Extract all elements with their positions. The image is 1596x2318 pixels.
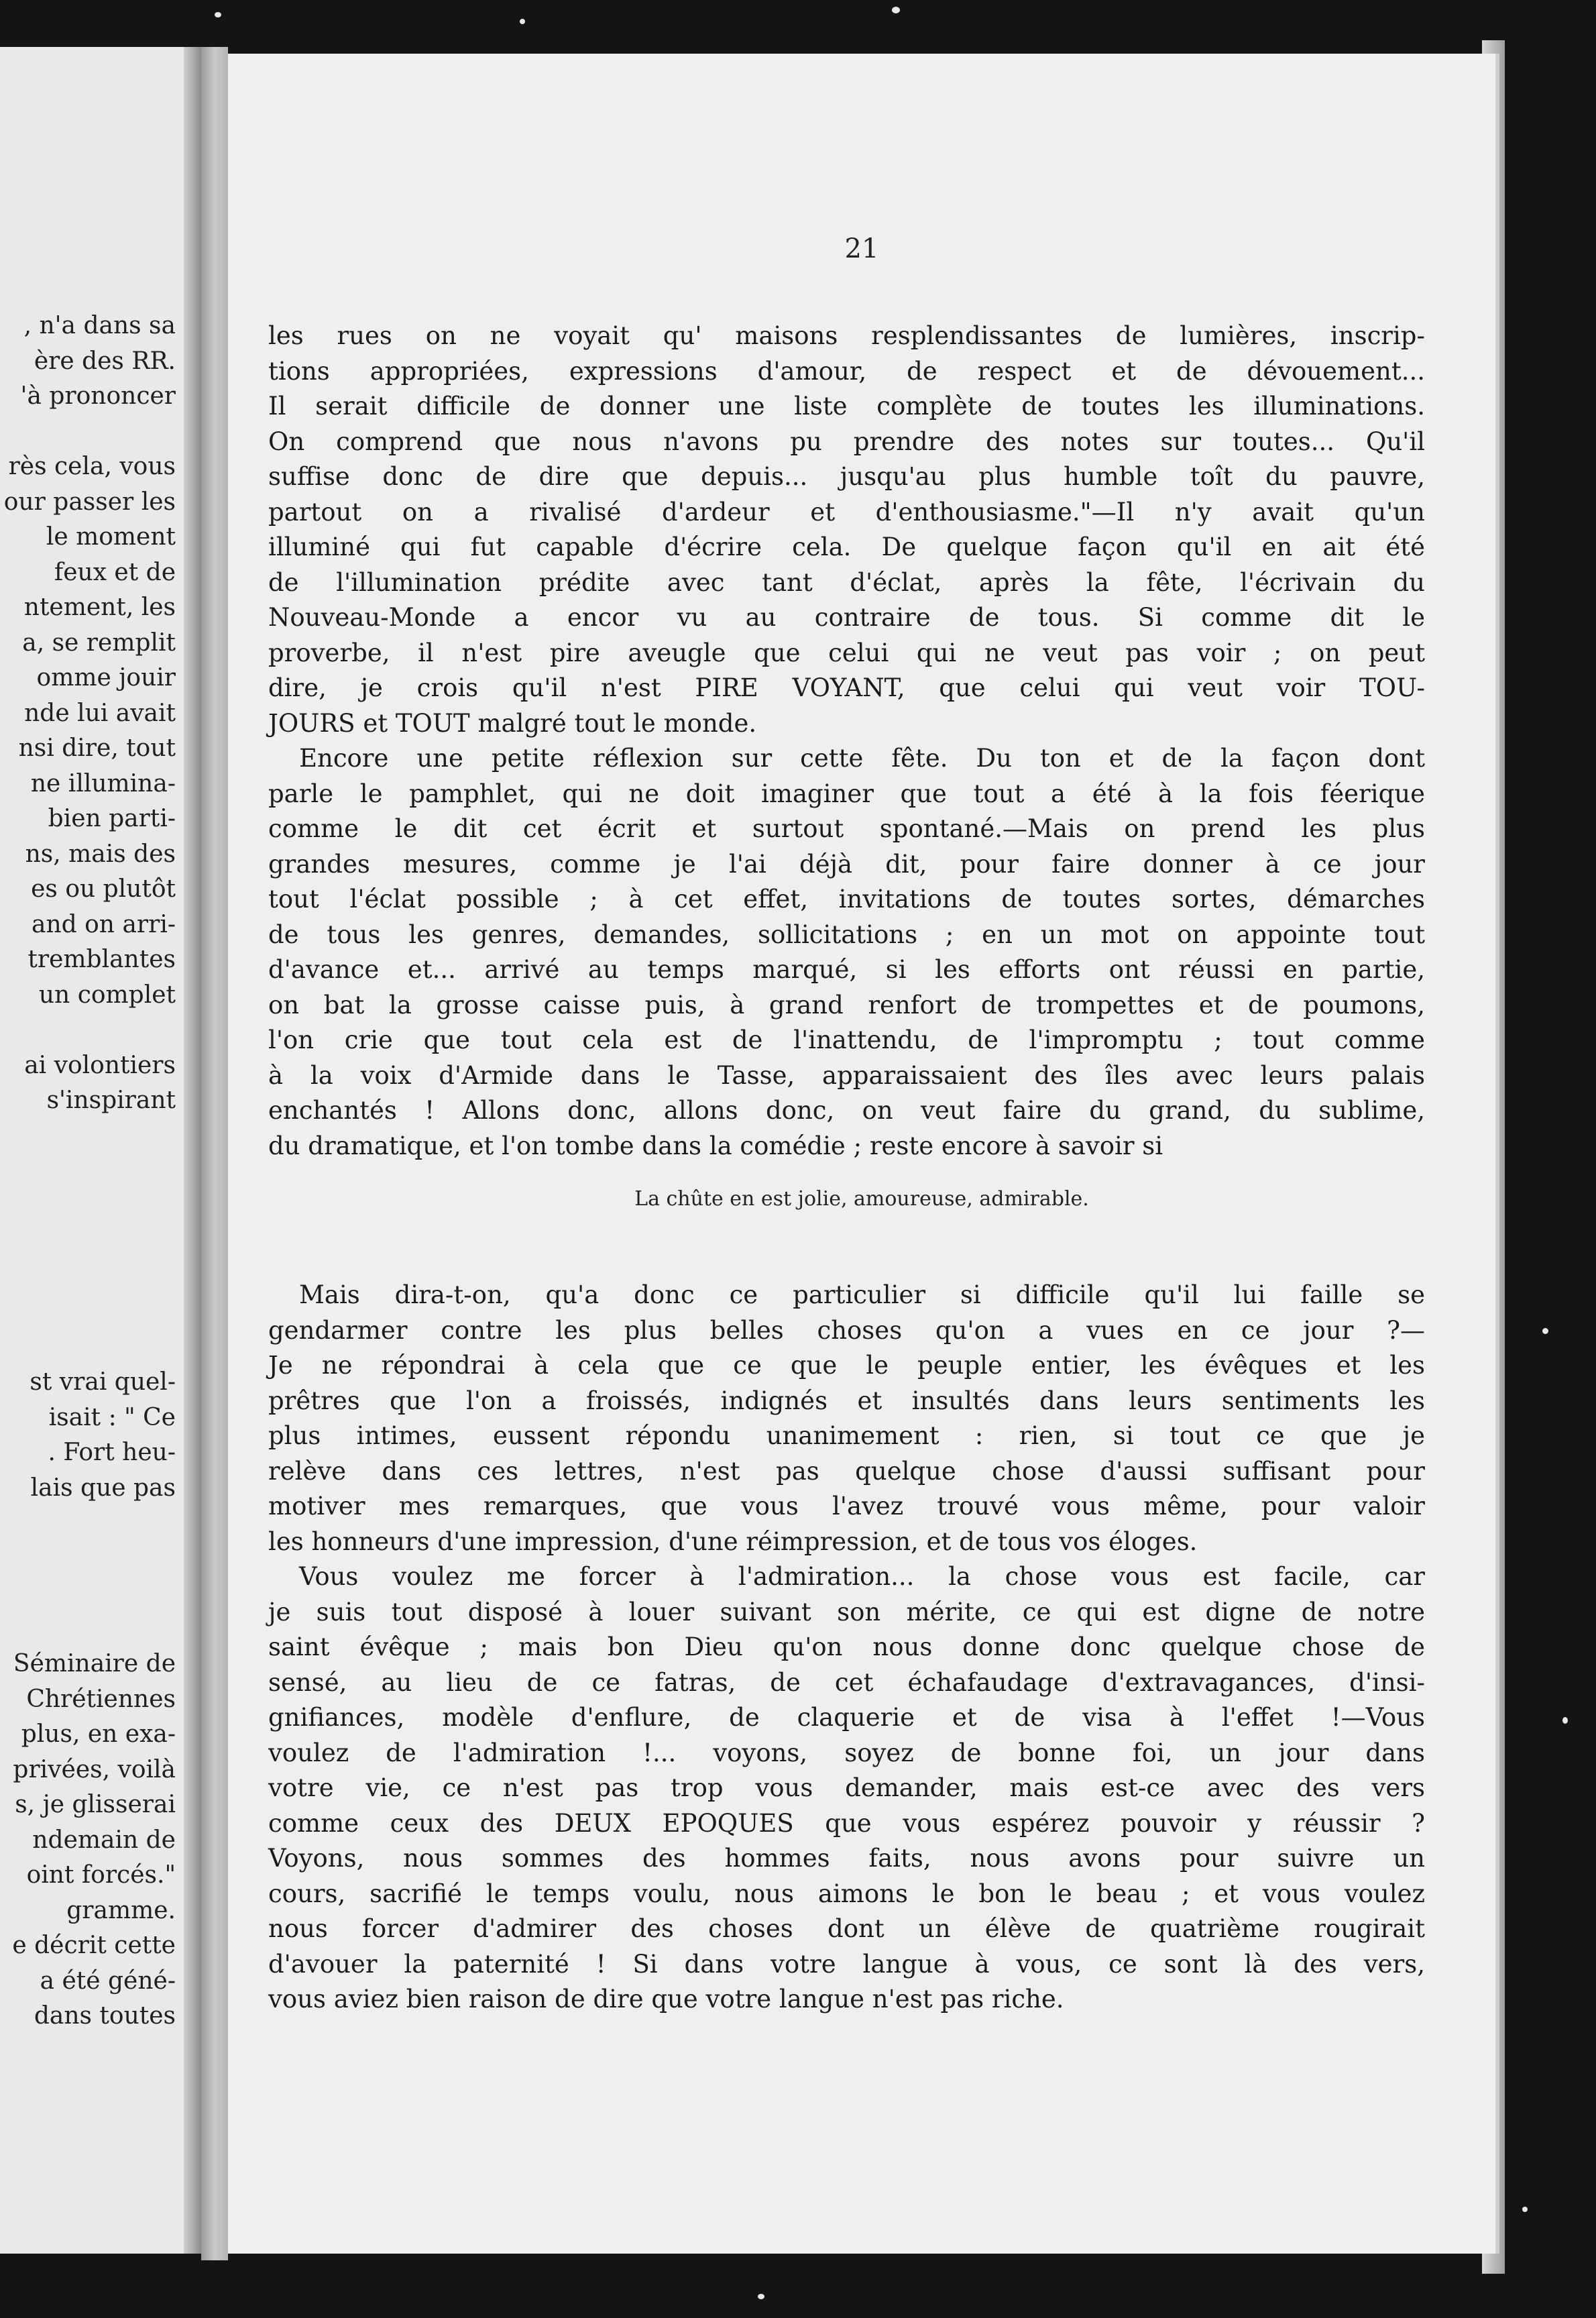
text-line: illuminé qui fut capable d'écrire cela. De quelque façon qu'il en ait été [268, 533, 1425, 561]
fragment-line: feux et de [54, 558, 176, 586]
text-line: Vous voulez me forcer à l'admiration... la chose vous est facile, car [299, 1562, 1425, 1591]
scan-speck [520, 19, 525, 24]
fragment-line: le moment [46, 523, 176, 551]
fragment-line: nsi dire, tout [18, 734, 176, 762]
fragment-line: lais que pas [30, 1474, 176, 1502]
text-line: on bat la grosse caisse puis, à grand renfort de trompettes et de poumons, [268, 990, 1425, 1019]
fragment-line: un complet [38, 981, 176, 1009]
fragment-line: ai volontiers [24, 1051, 176, 1079]
text-line: vous aviez bien raison de dire que votre langue n'est pas riche. [268, 1985, 1064, 2013]
previous-page-fragment [0, 47, 201, 2254]
fragment-line: . Fort heu- [48, 1439, 176, 1466]
fragment-line: Chrétiennes [26, 1685, 176, 1713]
fragment-line: a, se remplit [22, 628, 176, 657]
text-line: grandes mesures, comme je l'ai déjà dit, pour faire donner à ce jour [268, 849, 1425, 879]
text-line: proverbe, il n'est pire aveugle que celui qui ne veut pas voir ; on peut [268, 638, 1425, 667]
text-line: parle le pamphlet, qui ne doit imaginer que tout a été à la fois féerique [268, 779, 1425, 808]
text-line: Je ne répondrai à cela que ce que le peuple entier, les évêques et les [268, 1351, 1425, 1380]
text-line: votre vie, ce n'est pas trop vous demander, mais est-ce avec des vers [268, 1773, 1425, 1802]
fragment-line: ns, mais des [25, 840, 176, 868]
text-line: Il serait difficile de donner une liste complète de toutes les illuminations. [268, 392, 1425, 421]
text-line: plus intimes, eussent répondu unanimement : rien, si tout ce que je [268, 1421, 1425, 1450]
fragment-line: e décrit cette [12, 1932, 176, 1959]
text-line: je suis tout disposé à louer suivant son mérite, ce qui est digne de notre [268, 1597, 1425, 1626]
text-line: les rues on ne voyait qu' maisons resplendissantes de lumières, inscrip- [268, 321, 1425, 350]
fragment-line: ne illumina- [30, 769, 176, 797]
text-line: sensé, au lieu de ce fatras, de cet échafaudage d'extravagances, d'insi- [268, 1667, 1425, 1697]
page-number: 21 [844, 233, 879, 264]
text-line: cours, sacrifié le temps voulu, nous aimons le bon le beau ; et vous voulez [268, 1879, 1425, 1908]
book-page [228, 54, 1495, 2254]
fragment-line: gramme. [66, 1896, 176, 1924]
fragment-line: dans toutes [34, 2002, 176, 2030]
fragment-line: omme jouir [36, 664, 176, 692]
text-line: motiver mes remarques, que vous l'avez trouvé vous même, pour valoir [268, 1492, 1425, 1521]
text-line: de tous les genres, demandes, sollicitations ; en un mot on appointe tout [268, 920, 1425, 949]
fragment-line: privées, voilà [13, 1755, 176, 1783]
text-line: dire, je crois qu'il n'est PIRE VOYANT, que celui qui veut voir TOU- [268, 673, 1425, 702]
text-line: On comprend que nous n'avons pu prendre des notes sur toutes... Qu'il [268, 427, 1425, 456]
text-line: nous forcer d'admirer des choses dont un élève de quatrième rougirait [268, 1914, 1425, 1943]
text-line: Nouveau-Monde a encor vu au contraire de tous. Si comme dit le [268, 603, 1425, 632]
text-line: Voyons, nous sommes des hommes faits, nous avons pour suivre un [268, 1844, 1425, 1873]
fragment-line: rès cela, vous [8, 453, 176, 480]
text-line: l'on crie que tout cela est de l'inattendu, de l'impromptu ; tout comme [268, 1026, 1425, 1054]
text-line: partout on a rivalisé d'ardeur et d'enthousiasme."—Il n'y avait qu'un [268, 497, 1425, 527]
fragment-line: tremblantes [27, 946, 176, 973]
text-line: Mais dira-t-on, qu'a donc ce particulier si difficile qu'il lui faille se [299, 1280, 1425, 1309]
book-gutter [201, 47, 228, 2260]
scan-speck [1562, 1717, 1568, 1724]
fragment-line: ère des RR. [34, 347, 176, 375]
fragment-line: s'inspirant [46, 1087, 176, 1114]
text-line: de l'illumination prédite avec tant d'éclat, après la fête, l'écrivain du [268, 567, 1425, 597]
text-line: saint évêque ; mais bon Dieu qu'on nous donne donc quelque chose de [268, 1633, 1425, 1661]
fragment-line: nde lui avait [24, 699, 176, 727]
text-line: relève dans ces lettres, n'est pas quelque chose d'aussi suffisant pour [268, 1456, 1425, 1486]
text-line: tout l'éclat possible ; à cet effet, invitations de toutes sortes, démarches [268, 885, 1425, 914]
text-line: Encore une petite réflexion sur cette fête. Du ton et de la façon dont [299, 744, 1425, 773]
fragment-line: 'à prononcer [20, 382, 176, 410]
scan-speck [758, 2294, 764, 2299]
text-line: tions appropriées, expressions d'amour, de respect et de dévouement... [268, 356, 1425, 386]
fragment-line: our passer les [3, 488, 176, 516]
fragment-line: and on arri- [32, 910, 176, 938]
fragment-line: bien parti- [48, 805, 176, 832]
text-line: JOURS et TOUT malgré tout le monde. [268, 708, 757, 738]
fragment-line: isait : " Ce [48, 1403, 176, 1431]
verse-quote: La chûte en est jolie, amoureuse, admirable. [634, 1187, 1089, 1211]
scan-speck [892, 7, 900, 13]
fragment-line: ntement, les [23, 594, 176, 621]
text-line: du dramatique, et l'on tombe dans la comédie ; reste encore à savoir si [268, 1131, 1163, 1160]
fragment-line: a été géné- [40, 1967, 176, 1995]
text-line: gnifiances, modèle d'enflure, de claquerie et de visa à l'effet !—Vous [268, 1703, 1425, 1732]
text-line: enchantés ! Allons donc, allons donc, on veut faire du grand, du sublime, [268, 1096, 1425, 1125]
fragment-line: , n'a dans sa [23, 312, 176, 339]
scan-speck [215, 12, 221, 17]
text-line: voulez de l'admiration !... voyons, soyez de bonne foi, un jour dans [268, 1738, 1425, 1767]
text-line: suffise donc de dire que depuis... jusqu'au plus humble toît du pauvre, [268, 462, 1425, 491]
text-line: gendarmer contre les plus belles choses qu'on a vues en ce jour ?— [268, 1315, 1425, 1345]
page-fold-shadow [184, 47, 201, 2254]
text-line: d'avouer la paternité ! Si dans votre langue à vous, ce sont là des vers, [268, 1949, 1425, 1979]
fragment-line: s, je glisserai [15, 1791, 176, 1818]
fragment-line: ndemain de [32, 1826, 176, 1854]
fragment-line: Séminaire de [13, 1650, 176, 1677]
scan-speck [1542, 1328, 1548, 1334]
scan-speck [1522, 2207, 1528, 2212]
text-line: comme le dit cet écrit et surtout spontané.—Mais on prend les plus [268, 814, 1425, 843]
fragment-line: oint forcés." [26, 1861, 176, 1889]
text-line: comme ceux des DEUX EPOQUES que vous espérez pouvoir y réussir ? [268, 1808, 1425, 1838]
text-line: à la voix d'Armide dans le Tasse, apparaissaient des îles avec leurs palais [268, 1060, 1425, 1090]
fragment-line: st vrai quel- [30, 1368, 176, 1396]
text-line: prêtres que l'on a froissés, indignés et insultés dans leurs sentiments les [268, 1386, 1425, 1415]
text-line: d'avance et... arrivé au temps marqué, si les efforts ont réussi en partie, [268, 955, 1425, 984]
fragment-line: es ou plutôt [31, 875, 176, 903]
text-line: les honneurs d'une impression, d'une réimpression, et de tous vos éloges. [268, 1527, 1198, 1556]
fragment-line: plus, en exa- [21, 1720, 176, 1748]
